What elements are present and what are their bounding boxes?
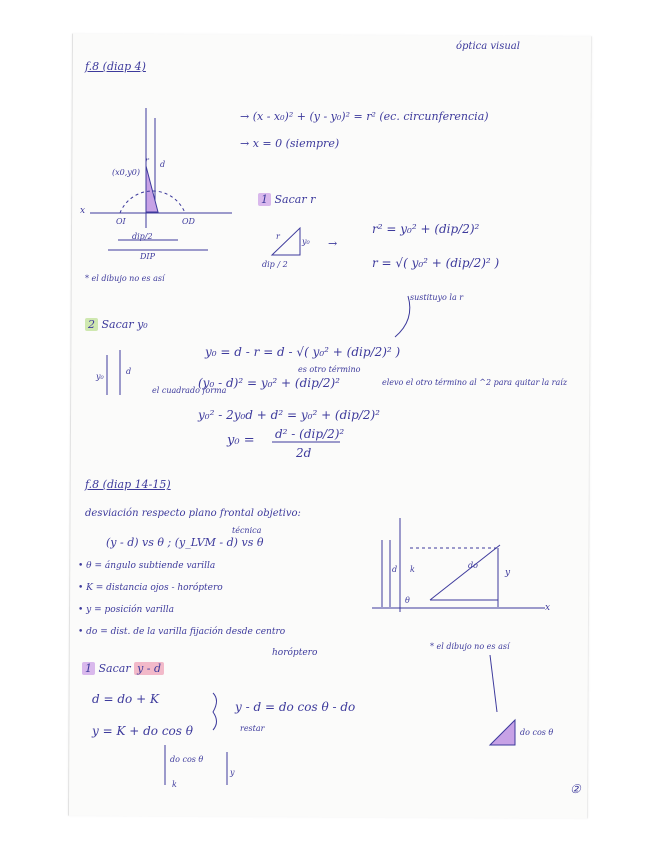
step3-highlight: y - d	[134, 662, 164, 675]
small-tri-r: r	[276, 232, 280, 241]
y0-eq3: y₀² - 2y₀d + d² = y₀² + (dip/2)²	[198, 408, 380, 422]
step2-label: Sacar y₀	[101, 318, 148, 331]
diagram1-dip-half: dip/2	[132, 232, 153, 241]
step3-title	[82, 662, 164, 675]
sustituyo-note: sustituyo la r	[410, 293, 464, 302]
r-eq2: r = √( y₀² + (dip/2)² )	[372, 256, 500, 270]
eq-x0: → x = 0 (siempre)	[240, 137, 340, 150]
down-arrow	[490, 655, 497, 712]
side-y0: y₀	[96, 372, 104, 381]
bottom-docos: do cos θ	[170, 755, 204, 764]
step2-number: 2	[85, 318, 98, 331]
diagram1-oi: OI	[116, 217, 126, 226]
diagram2-hyp	[430, 545, 500, 600]
step1-number: 1	[258, 193, 271, 206]
diagram1-x: x	[80, 206, 86, 216]
y0-eq4-num: d² - (dip/2)²	[275, 427, 345, 441]
y0-eq4-lhs: y₀ =	[227, 433, 255, 448]
diagram1-d: d	[160, 160, 166, 169]
bullet-item: • y = posición varilla	[78, 605, 174, 615]
y0-eq2: (y₀ - d)² = y₀² + (dip/2)²	[198, 376, 340, 390]
small-tri-dip: dip / 2	[262, 260, 288, 269]
diagram2-x: x	[545, 603, 551, 613]
diagram2-theta: θ	[405, 596, 410, 605]
dev-eq-note: técnica	[232, 526, 262, 535]
diagram2-y: y	[505, 568, 511, 578]
step3-label: Sacar	[98, 662, 131, 675]
y0-note-left: el cuadrado forma	[152, 386, 227, 395]
diagram1-dip: DIP	[140, 252, 155, 261]
bottom-y: y	[230, 768, 235, 777]
y0-note-right: elevo el otro término al ^2 para quitar la raíz	[382, 378, 568, 387]
side-d: d	[126, 367, 132, 376]
y0-eq1: y₀ = d - r = d - √( y₀² + (dip/2)² )	[205, 345, 401, 359]
diagram1-center: (x0,y0)	[112, 168, 140, 177]
dev-eq: (y - d) vs θ ; (y_LVM - d) vs θ	[106, 536, 264, 549]
result-eq: y - d = do cos θ - do	[235, 700, 356, 714]
page-number: ②	[570, 782, 581, 796]
small-triangle-2	[490, 720, 515, 745]
desviacion-text: desviación respecto plano frontal objetivo:	[85, 508, 301, 519]
y0-eq4-den: 2d	[296, 446, 312, 460]
step1-label: Sacar r	[274, 193, 316, 206]
small-tri-y0: y₀	[302, 237, 310, 246]
diagram2-d: d	[392, 565, 398, 574]
eq-circle: → (x - x₀)² + (y - y₀)² = r² (ec. circunferencia)	[240, 110, 489, 123]
bottom-k: k	[172, 780, 177, 789]
y0-note-valor: es otro término	[298, 365, 361, 374]
restar-note: restar	[240, 724, 265, 733]
horoptero-text: horóptero	[272, 648, 318, 658]
page-header: óptica visual	[456, 41, 520, 52]
step3-number: 1	[82, 662, 95, 675]
bullet-item: • do = dist. de la varilla fijación desde centro	[78, 627, 286, 637]
brace	[213, 693, 217, 730]
eq-d: d = do + K	[92, 692, 159, 706]
eq-y: y = K + do cos θ	[92, 724, 193, 738]
arrow-note: →	[328, 237, 338, 250]
section2-heading: f.8 (diap 14-15)	[85, 478, 171, 491]
section1-heading: f.8 (diap 4)	[85, 60, 146, 73]
sustituyo-arrow	[395, 296, 410, 337]
diagram2-do: do	[468, 561, 478, 570]
diagram2-k: k	[410, 565, 415, 574]
small-tri2-label: do cos θ	[520, 728, 554, 737]
diagram1-note: * el dibujo no es así	[85, 274, 165, 283]
diagram1-triangle	[146, 166, 158, 212]
bullet-item: • K = distancia ojos - horóptero	[78, 583, 223, 593]
step2-title	[85, 318, 148, 331]
diagram1-r: r	[145, 156, 149, 165]
bullet-item: • θ = ángulo subtiende varilla	[78, 561, 216, 571]
step1-title	[258, 193, 315, 206]
diagram2-note: * el dibujo no es así	[430, 642, 510, 651]
diagram1-od: OD	[182, 217, 195, 226]
r-eq1: r² = y₀² + (dip/2)²	[372, 222, 480, 236]
